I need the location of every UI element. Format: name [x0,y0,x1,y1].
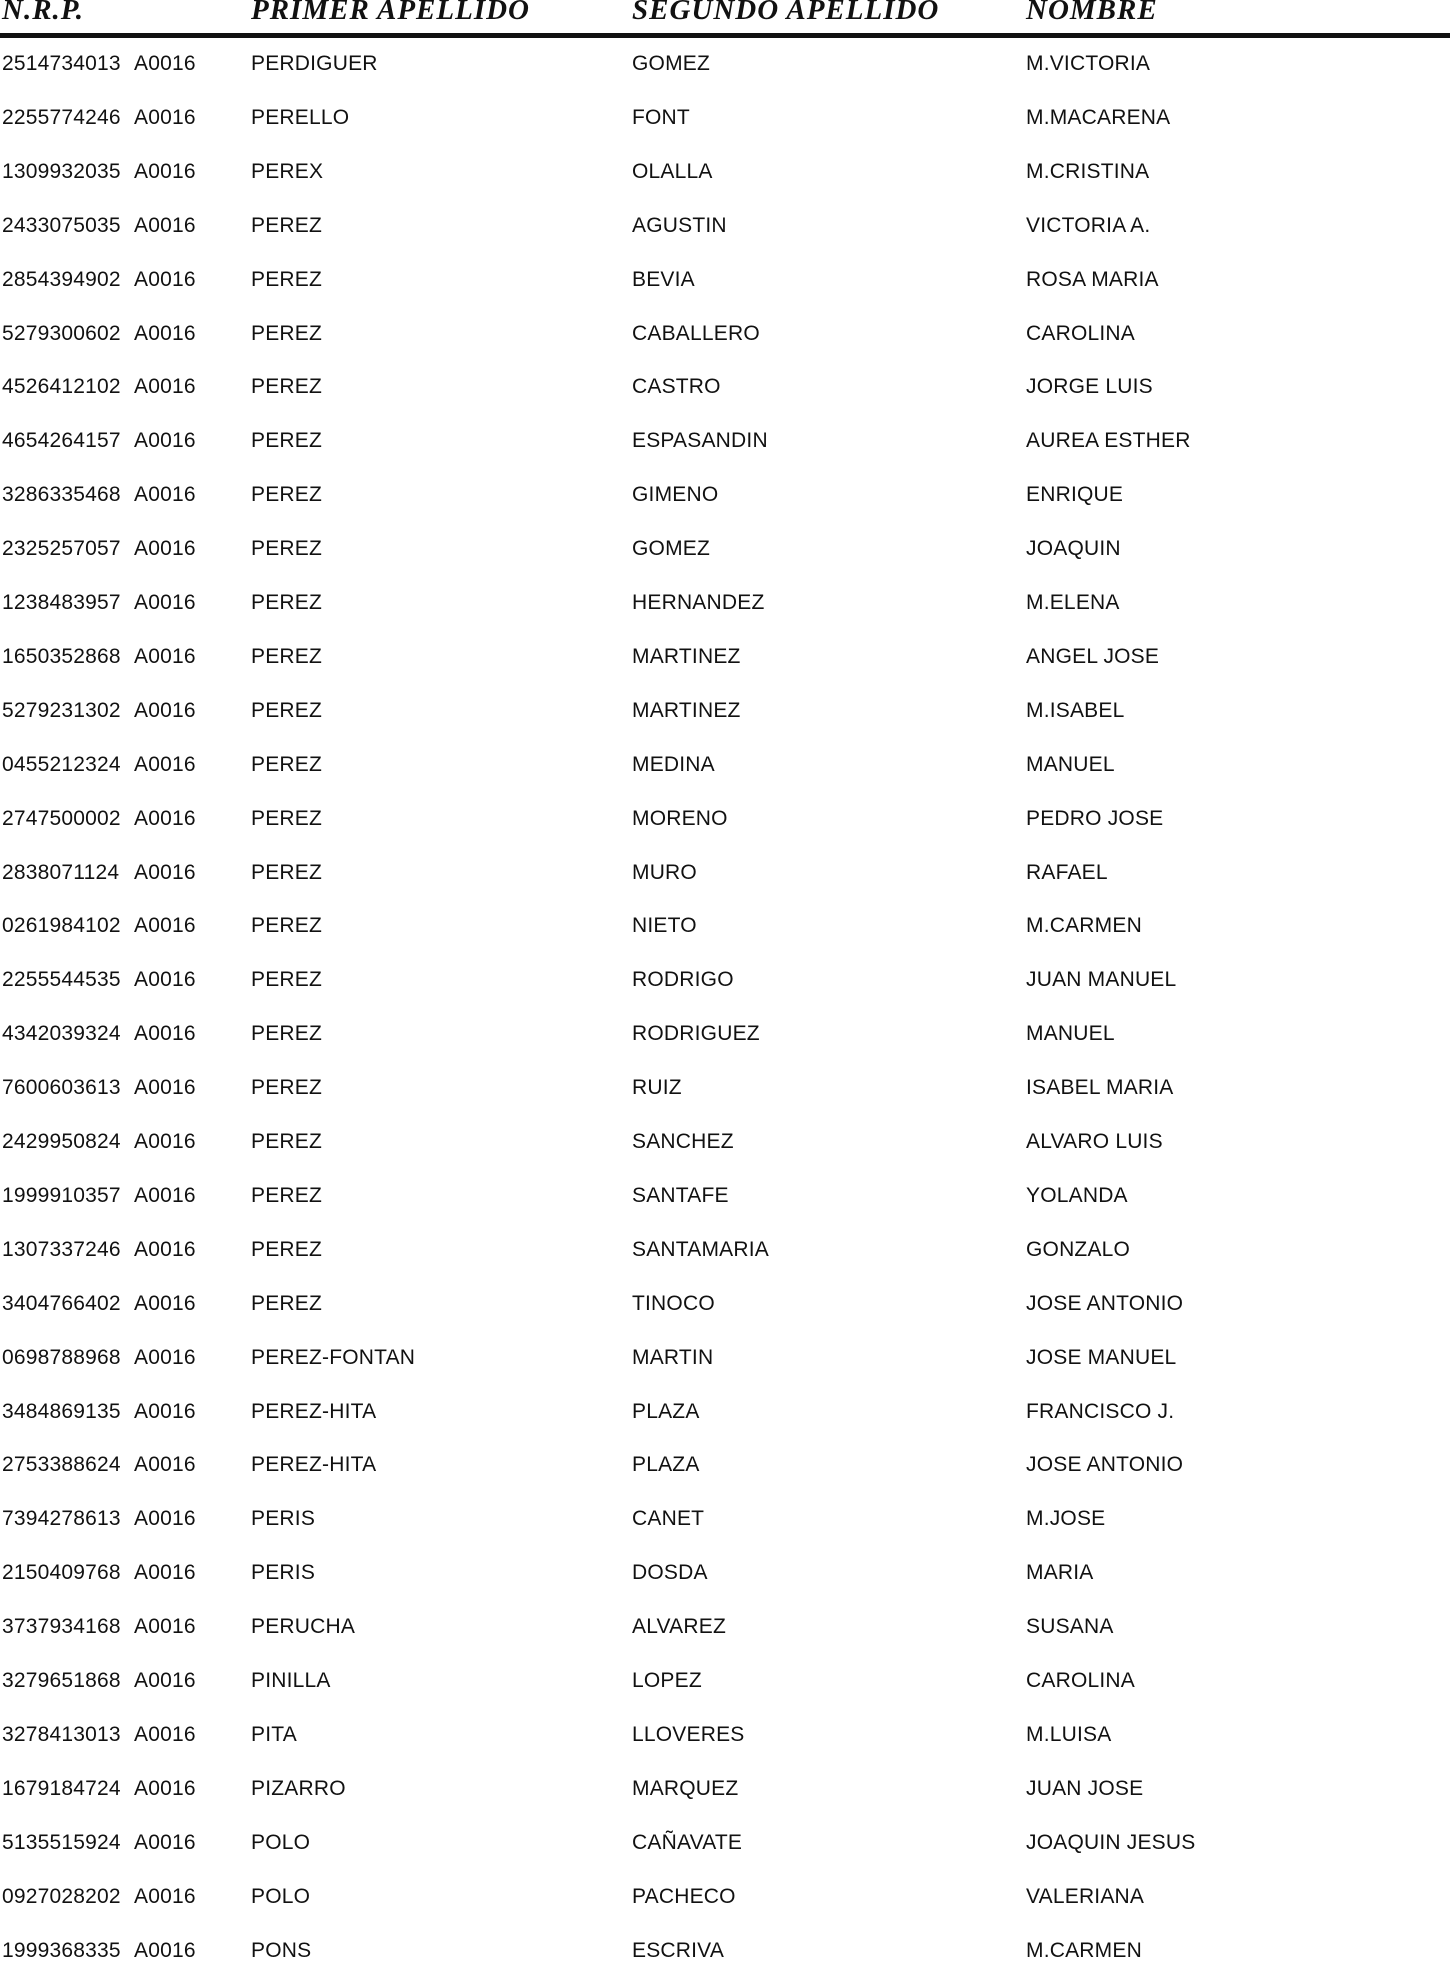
cell-segundo-apellido: OLALLA [632,159,713,183]
cell-segundo-apellido: GOMEZ [632,52,710,75]
cell-nombre: CAROLINA [1026,321,1135,345]
cell-nombre: VALERIANA [1026,1884,1145,1908]
table-row [0,906,1450,960]
cell-nrp: 5135515924 [2,1830,121,1854]
cell-segundo-apellido: HERNANDEZ [632,591,765,614]
cell-nrp: 2429950824 [2,1130,121,1153]
cell-code: A0016 [134,1345,196,1369]
cell-nombre: MANUEL [1026,1022,1115,1046]
table-row [0,314,1450,368]
cell-code: A0016 [134,698,196,722]
cell-nombre: M.CRISTINA [1026,159,1150,183]
cell-code: A0016 [134,1507,196,1531]
cell-code: A0016 [134,1291,196,1315]
table-row [0,691,1450,745]
cell-nrp: 1679184724 [2,1776,121,1800]
table-row [0,475,1450,529]
cell-nrp: 0261984102 [2,914,121,938]
cell-nombre: SUSANA [1026,1615,1114,1639]
table-row [0,1877,1450,1931]
cell-code: A0016 [134,1399,196,1423]
cell-nombre: JOSE MANUEL [1026,1345,1177,1369]
cell-nrp: 0698788968 [2,1345,121,1369]
cell-segundo-apellido: GOMEZ [632,537,710,561]
table-row [0,1284,1450,1338]
cell-nrp: 2433075035 [2,213,121,237]
cell-segundo-apellido: SANCHEZ [632,1130,734,1153]
cell-nrp: 5279300602 [2,321,121,345]
cell-primer-apellido: PEREZ [251,914,323,938]
cell-primer-apellido: PEREZ [251,375,323,399]
cell-nrp: 0455212324 [2,752,121,776]
cell-nrp: 0927028202 [2,1884,121,1908]
cell-code: A0016 [134,537,196,561]
cell-primer-apellido: PERIS [251,1507,316,1531]
cell-nombre: JOAQUIN [1026,537,1121,561]
cell-segundo-apellido: RODRIGO [632,968,734,992]
header-divider [0,33,1450,38]
cell-nombre: MARIA [1026,1561,1094,1585]
cell-nombre: JUAN JOSE [1026,1776,1144,1800]
cell-nombre: ISABEL MARIA [1026,1076,1174,1100]
cell-code: A0016 [134,1722,196,1746]
cell-segundo-apellido: SANTAFE [632,1183,729,1207]
cell-nrp: 2150409768 [2,1561,121,1585]
cell-segundo-apellido: MURO [632,860,697,884]
table-row [0,960,1450,1014]
table-row [0,1661,1450,1715]
cell-primer-apellido: PEREZ [251,1237,323,1261]
cell-nrp: 1309932035 [2,159,121,183]
table-row [0,1392,1450,1446]
cell-code: A0016 [134,375,196,399]
cell-code: A0016 [134,1453,196,1477]
cell-segundo-apellido: CAÑAVATE [632,1830,743,1854]
cell-nrp: 3484869135 [2,1399,121,1423]
cell-primer-apellido: PEREZ [251,213,323,237]
cell-primer-apellido: PEREZ [251,1183,323,1207]
cell-code: A0016 [134,860,196,884]
table-row [0,152,1450,206]
cell-primer-apellido: PEREZ [251,1022,323,1046]
cell-code: A0016 [134,1076,196,1100]
cell-primer-apellido: PEREX [251,159,324,183]
cell-code: A0016 [134,752,196,776]
cell-segundo-apellido: BEVIA [632,267,695,291]
cell-primer-apellido: PEREZ [251,429,323,453]
table-row [0,1715,1450,1769]
cell-segundo-apellido: AGUSTIN [632,213,727,237]
header-primer-apellido: PRIMER APELLIDO [251,0,530,26]
cell-nombre: JUAN MANUEL [1026,968,1177,992]
cell-nombre: M.ELENA [1026,591,1120,614]
cell-nombre: CAROLINA [1026,1669,1135,1692]
table-row [0,583,1450,637]
header-segundo-apellido: SEGUNDO APELLIDO [632,0,940,26]
table-row [0,799,1450,853]
cell-code: A0016 [134,1938,196,1962]
cell-code: A0016 [134,1237,196,1261]
cell-nombre: JOSE ANTONIO [1026,1291,1184,1315]
cell-code: A0016 [134,1615,196,1639]
table-row [0,637,1450,691]
cell-nombre: MANUEL [1026,752,1115,776]
cell-code: A0016 [134,806,196,830]
cell-code: A0016 [134,968,196,992]
cell-primer-apellido: POLO [251,1884,311,1908]
cell-code: A0016 [134,159,196,183]
cell-primer-apellido: PINILLA [251,1669,331,1692]
cell-nombre: M.MACARENA [1026,105,1171,129]
cell-segundo-apellido: ESPASANDIN [632,429,768,453]
cell-code: A0016 [134,321,196,345]
cell-code: A0016 [134,1022,196,1046]
cell-nrp: 5279231302 [2,698,121,722]
cell-primer-apellido: PIZARRO [251,1776,346,1800]
table-row [0,1553,1450,1607]
cell-nombre: YOLANDA [1026,1183,1128,1207]
cell-nrp: 1650352868 [2,644,121,668]
cell-segundo-apellido: RODRIGUEZ [632,1022,760,1046]
cell-nombre: GONZALO [1026,1237,1131,1261]
header-nrp: N.R.P. [2,0,85,26]
table-row [0,529,1450,583]
cell-nrp: 1999910357 [2,1183,121,1207]
cell-segundo-apellido: LOPEZ [632,1669,702,1692]
cell-nombre: M.VICTORIA [1026,52,1151,75]
cell-primer-apellido: PEREZ [251,698,323,722]
cell-segundo-apellido: DOSDA [632,1561,708,1585]
cell-nrp: 2325257057 [2,537,121,561]
table-row [0,1769,1450,1823]
table-row [0,44,1450,98]
table-row [0,1499,1450,1553]
cell-code: A0016 [134,591,196,614]
cell-primer-apellido: PERIS [251,1561,316,1585]
cell-code: A0016 [134,644,196,668]
cell-nombre: ROSA MARIA [1026,267,1159,291]
cell-nombre: JOSE ANTONIO [1026,1453,1184,1477]
table-row [0,98,1450,152]
cell-primer-apellido: PEREZ [251,1291,323,1315]
cell-nrp: 3279651868 [2,1669,121,1692]
cell-code: A0016 [134,429,196,453]
cell-segundo-apellido: MARTINEZ [632,698,741,722]
cell-primer-apellido: PEREZ [251,968,323,992]
cell-code: A0016 [134,1884,196,1908]
cell-nrp: 7600603613 [2,1076,121,1100]
table-row [0,1931,1450,1985]
cell-primer-apellido: PEREZ [251,267,323,291]
table-row [0,1445,1450,1499]
cell-primer-apellido: PEREZ [251,644,323,668]
table-row [0,1176,1450,1230]
cell-segundo-apellido: MORENO [632,806,728,830]
cell-nombre: ALVARO LUIS [1026,1130,1163,1153]
cell-primer-apellido: PEREZ [251,321,323,345]
cell-nrp: 2255774246 [2,105,121,129]
cell-code: A0016 [134,1669,196,1692]
cell-code: A0016 [134,1830,196,1854]
cell-primer-apellido: PEREZ [251,752,323,776]
cell-nrp: 3737934168 [2,1615,121,1639]
table-row [0,1230,1450,1284]
cell-nrp: 2753388624 [2,1453,121,1477]
cell-primer-apellido: PEREZ [251,1130,323,1153]
table-row [0,1338,1450,1392]
cell-segundo-apellido: MARQUEZ [632,1776,739,1800]
cell-segundo-apellido: PACHECO [632,1884,736,1908]
cell-segundo-apellido: FONT [632,105,690,129]
cell-segundo-apellido: CABALLERO [632,321,760,345]
cell-nrp: 4342039324 [2,1022,121,1046]
cell-primer-apellido: PERELLO [251,105,350,129]
cell-nombre: JOAQUIN JESUS [1026,1830,1196,1854]
cell-primer-apellido: PEREZ [251,1076,323,1100]
cell-nombre: M.CARMEN [1026,914,1142,938]
cell-segundo-apellido: LLOVERES [632,1722,745,1746]
cell-segundo-apellido: CASTRO [632,375,721,399]
cell-primer-apellido: PEREZ-FONTAN [251,1345,416,1369]
cell-nrp: 7394278613 [2,1507,121,1531]
table-row [0,206,1450,260]
cell-primer-apellido: POLO [251,1830,311,1854]
cell-primer-apellido: PONS [251,1938,312,1962]
cell-nombre: PEDRO JOSE [1026,806,1164,830]
table-row [0,1122,1450,1176]
cell-code: A0016 [134,1776,196,1800]
cell-segundo-apellido: MEDINA [632,752,715,776]
cell-nrp: 4654264157 [2,429,121,453]
cell-nombre: VICTORIA A. [1026,213,1151,237]
cell-nombre: M.LUISA [1026,1722,1112,1746]
cell-primer-apellido: PEREZ [251,537,323,561]
cell-primer-apellido: PERDIGUER [251,52,378,75]
cell-segundo-apellido: CANET [632,1507,705,1531]
table-row [0,260,1450,314]
cell-nombre: ENRIQUE [1026,483,1124,507]
cell-code: A0016 [134,483,196,507]
cell-primer-apellido: PEREZ [251,591,323,614]
cell-nombre: M.CARMEN [1026,1938,1142,1962]
cell-nrp: 2854394902 [2,267,121,291]
cell-nrp: 3278413013 [2,1722,121,1746]
cell-segundo-apellido: PLAZA [632,1453,700,1477]
cell-code: A0016 [134,105,196,129]
cell-code: A0016 [134,1130,196,1153]
cell-code: A0016 [134,914,196,938]
cell-nombre: ANGEL JOSE [1026,644,1160,668]
cell-segundo-apellido: GIMENO [632,483,719,507]
cell-code: A0016 [134,1561,196,1585]
cell-nrp: 2747500002 [2,806,121,830]
cell-primer-apellido: PERUCHA [251,1615,356,1639]
table-row [0,1607,1450,1661]
cell-nrp: 2838071124 [2,860,120,884]
cell-nombre: JORGE LUIS [1026,375,1153,399]
cell-code: A0016 [134,267,196,291]
cell-segundo-apellido: MARTINEZ [632,644,741,668]
cell-segundo-apellido: ALVAREZ [632,1615,726,1639]
table-header [0,0,1450,36]
table-row [0,1068,1450,1122]
table-row [0,745,1450,799]
cell-segundo-apellido: NIETO [632,914,697,938]
cell-nombre: FRANCISCO J. [1026,1399,1175,1423]
cell-code: A0016 [134,52,196,75]
table-row [0,367,1450,421]
cell-segundo-apellido: TINOCO [632,1291,715,1315]
table-row [0,421,1450,475]
cell-nrp: 2514734013 [2,52,121,75]
cell-segundo-apellido: RUIZ [632,1076,682,1100]
cell-primer-apellido: PEREZ-HITA [251,1399,377,1423]
cell-nombre: AUREA ESTHER [1026,429,1191,453]
cell-segundo-apellido: PLAZA [632,1399,700,1423]
cell-nrp: 1238483957 [2,591,121,614]
cell-primer-apellido: PEREZ [251,806,323,830]
cell-code: A0016 [134,1183,196,1207]
cell-primer-apellido: PEREZ [251,483,323,507]
cell-nrp: 2255544535 [2,968,121,992]
table-row [0,853,1450,907]
cell-nrp: 4526412102 [2,375,121,399]
cell-nrp: 3286335468 [2,483,121,507]
header-nombre: NOMBRE [1026,0,1158,26]
table-row [0,1014,1450,1068]
cell-nombre: RAFAEL [1026,860,1108,884]
cell-code: A0016 [134,213,196,237]
cell-primer-apellido: PEREZ-HITA [251,1453,377,1477]
cell-segundo-apellido: ESCRIVA [632,1938,725,1962]
cell-primer-apellido: PITA [251,1722,297,1746]
cell-primer-apellido: PEREZ [251,860,323,884]
cell-nrp: 1999368335 [2,1938,121,1962]
table-row [0,1823,1450,1877]
cell-segundo-apellido: SANTAMARIA [632,1237,769,1261]
cell-nombre: M.ISABEL [1026,698,1125,722]
cell-nrp: 1307337246 [2,1237,121,1261]
cell-nrp: 3404766402 [2,1291,121,1315]
cell-segundo-apellido: MARTIN [632,1345,714,1369]
cell-nombre: M.JOSE [1026,1507,1106,1531]
